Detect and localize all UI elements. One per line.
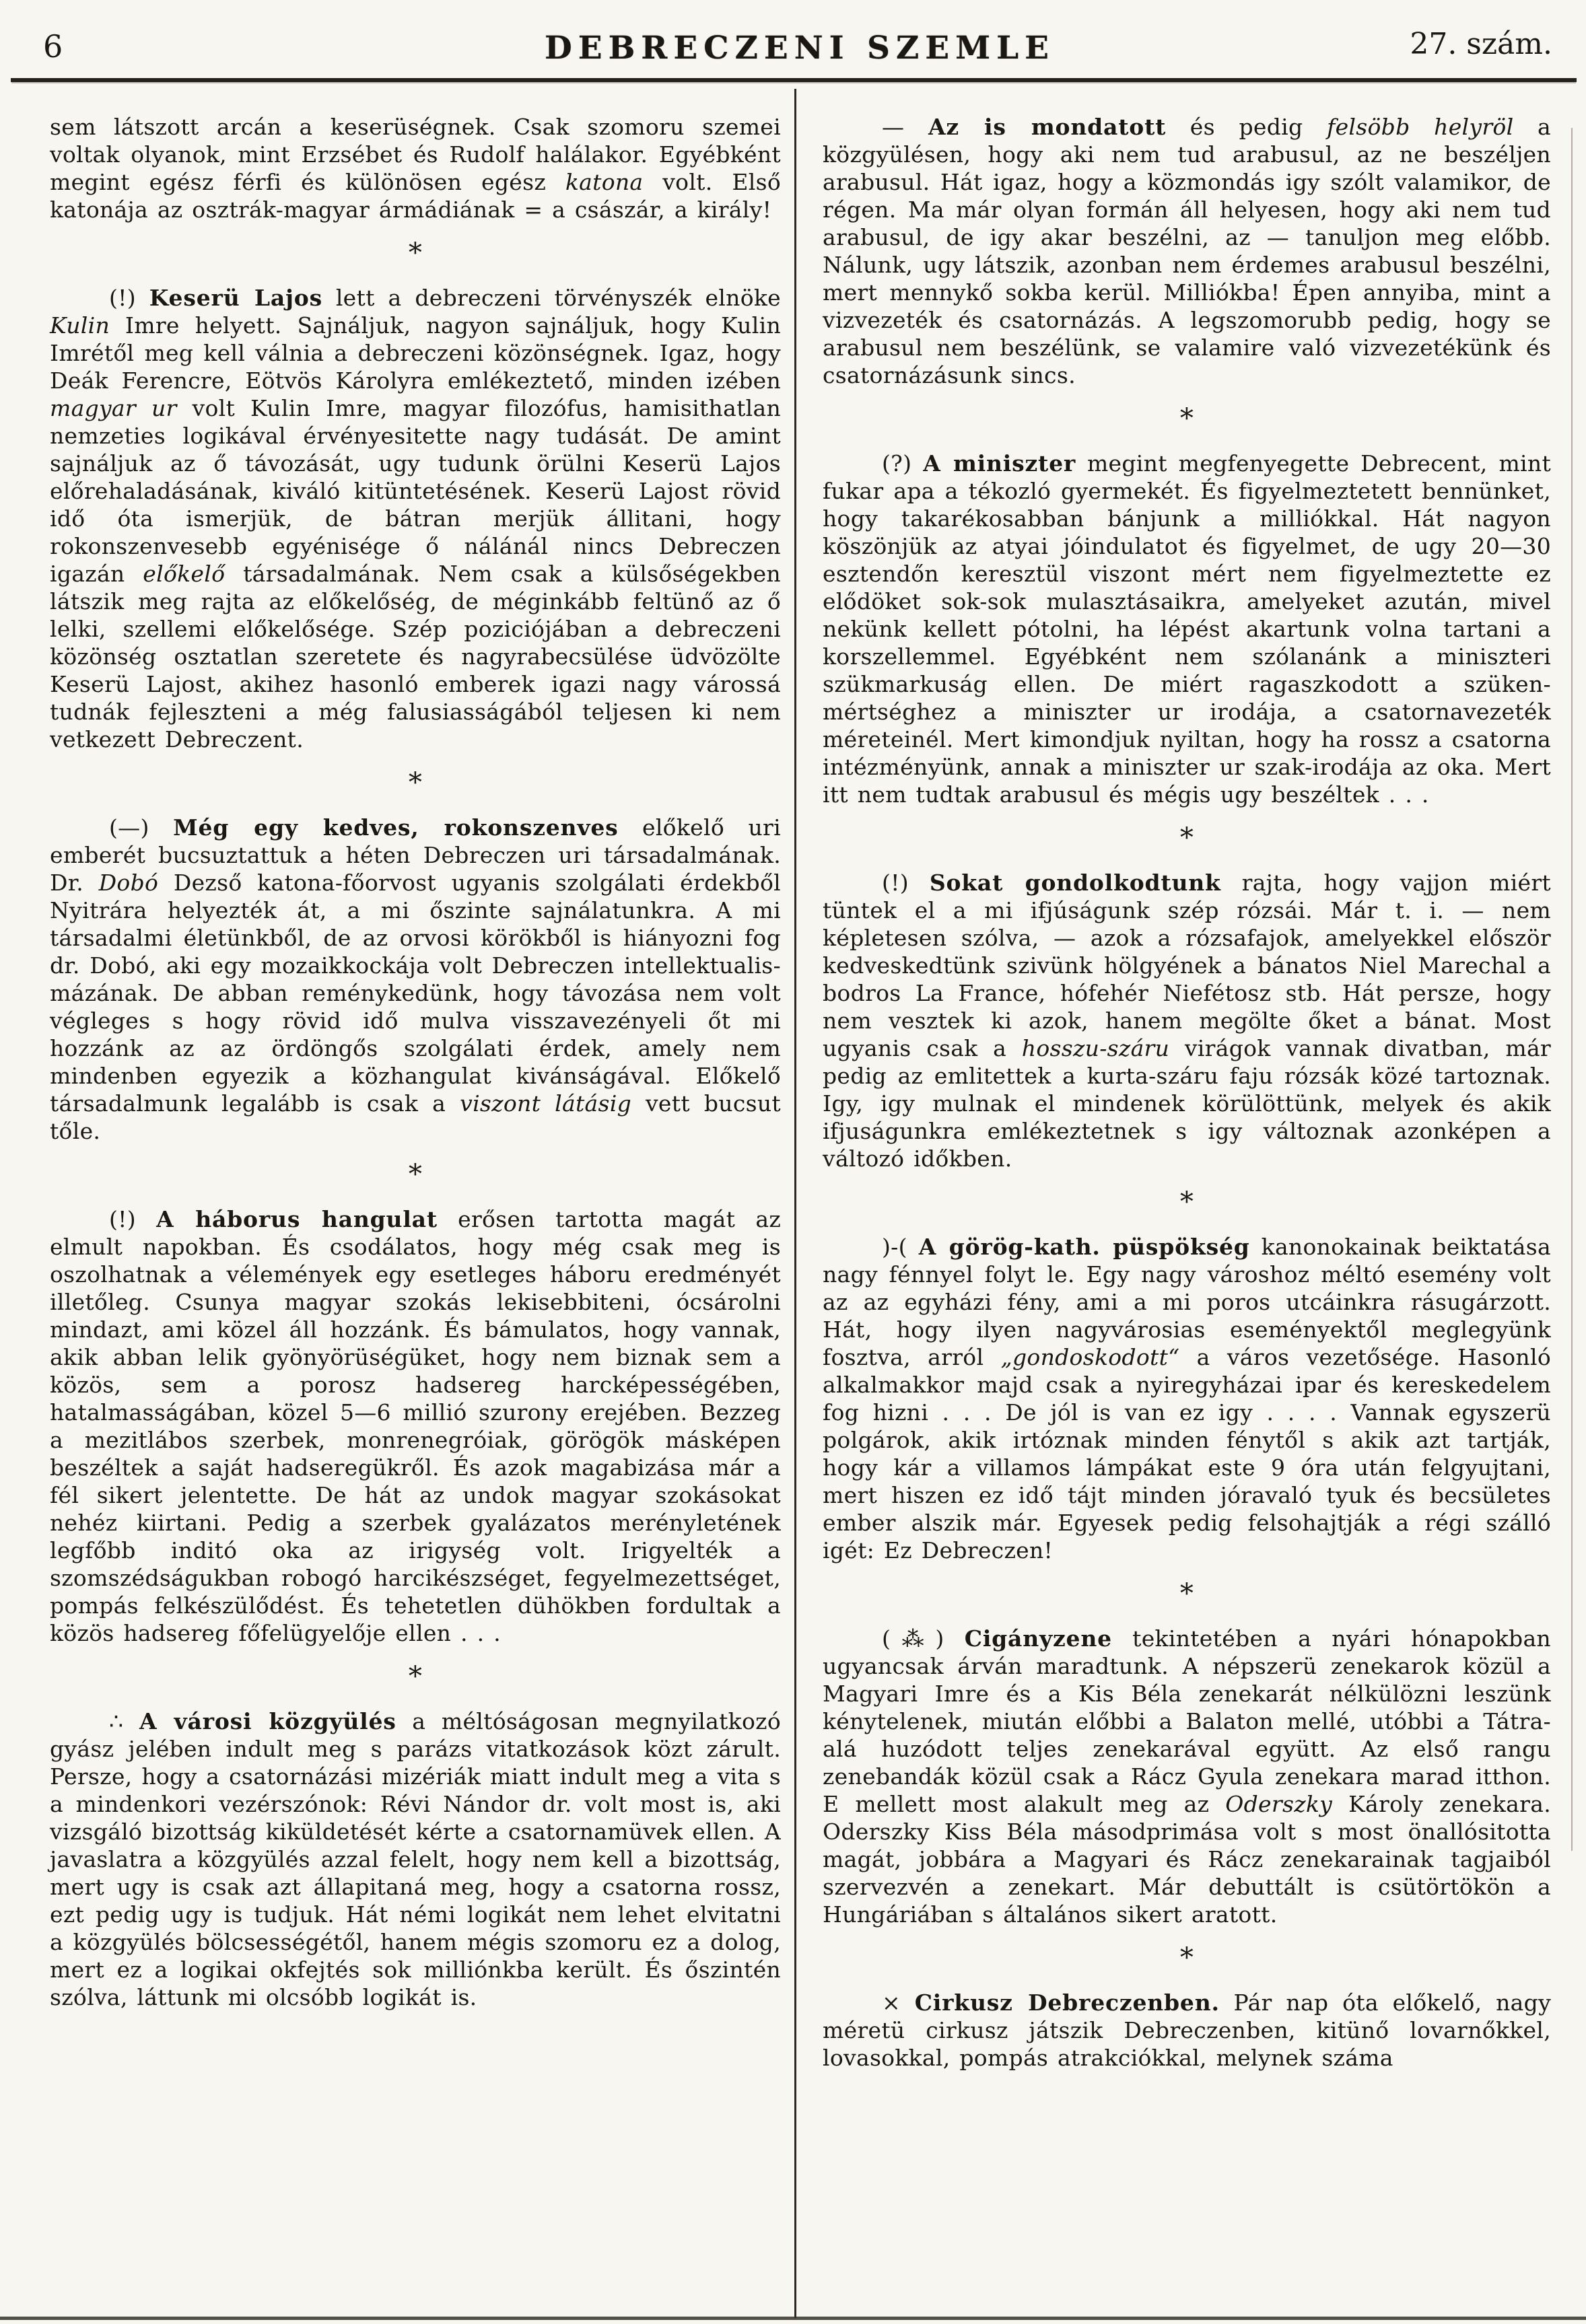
text-run: tekintetében a nyári hónapokban ugyancsak árván maradtunk. A népszerü zenekarok közül a Magyari Imre és a Kis Béla zenekarát nélkülözni leszünk kénytelenek, miután előbbi a Balaton mellé, utóbbi a Tátra-alá huzódott teljes zenekarával együtt. Az első rangu zenebandák közül csak a Rácz Gyula zenekara marad itthon. E mellett most alakult meg az: [823, 1625, 1551, 1817]
paragraph-lead: Az is mondatott: [928, 114, 1167, 140]
section-separator-asterisk: *: [1179, 1187, 1194, 1218]
text-run: )-(: [882, 1234, 919, 1260]
section-separator-asterisk: *: [408, 1159, 423, 1190]
section-separator-asterisk: *: [408, 238, 423, 269]
italic-run: Dobó: [98, 870, 159, 896]
article-paragraph: [823, 1625, 1551, 1928]
text-run: Pár nap óta előkelő, nagy méretü cirkusz játszik Debreczenben, kitünő lovarnőkkel, lovasokkal, pompás atrakciókkal, melynek száma: [823, 1990, 1552, 2071]
article-paragraph: [823, 1989, 1551, 2072]
right-column: [823, 113, 1551, 2072]
paragraph-lead: A háborus hangulat: [156, 1206, 438, 1232]
text-run: társadalmának. Nem csak a külsőségekben látszik meg rajta az előkelőség, de méginkább feltünő az ő lelki, szellemi előkelősége. Szép poziciójában a debreczeni közönség osztatlan szeretete és nagyrabecsülése üdvözölte Keserü Lajost, akihez hasonló emberek igazi nagy várossá tudnák fejleszteni a még falusiasságából teljesen ki nem vetkezett Debreczent.: [50, 561, 781, 752]
text-run: előkelő uri emberét bucsuztattuk a héten Debreczen uri társadalmának. Dr.: [50, 814, 781, 896]
paragraph-lead: A görög-kath. püspökség: [918, 1234, 1250, 1260]
text-run: (!): [109, 285, 149, 311]
header-rule: [11, 78, 1577, 82]
column-divider-rule: [794, 89, 796, 2318]
page-number: 6: [43, 28, 63, 65]
article-paragraph: [50, 113, 781, 223]
italic-run: Oderszky: [1225, 1791, 1333, 1817]
left-column: [50, 113, 781, 2011]
paragraph-lead: Cirkusz Debreczenben.: [914, 1990, 1220, 2016]
paragraph-lead: A miniszter: [923, 450, 1076, 477]
article-paragraph: [823, 113, 1551, 389]
section-separator-asterisk: *: [408, 1661, 423, 1692]
text-run: erősen tartotta magát az elmult napokban. És csodálatos, hogy még csak meg is oszolhatnak a vélemények egy esetleges háboru eredményét illetőleg. Csunya magyar szokás lekisebbiteni, ócsárolni mindazt, ami közel áll hozzánk. És bámulatos, hogy vannak, akik abban lelik gyönyörüségüket, hogy nem biznak sem a közös, sem a porosz hadsereg harcképességében, hatalmasságában, közel 5—6 millió szurony erejében. Bezzeg a mezitlábos szerbek, monrenegróiak, görögök másképen beszéltek a saját hadseregükről. És azok magabizása már a fél sikert jelentette. De hát az undok magyar szokásokat nehéz kiirtani. Pedig a szerbek gyalázatos merényletének legfőbb inditó oka az irigység volt. Irigyelték a szomszédságukban robogó harcikészséget, fegyelmezettséget, pompás felkészülődést. És tehetetlen dühökben fordultak a közös hadsereg főfelügyelője ellen . . .: [50, 1206, 782, 1646]
text-run: a város vezetősége. Hasonló alkalmakkor majd csak a nyiregyházai ipar és kereskedelem fog hizni . . . De jól is van ez igy . . . . Vannak egyszerü polgárok, akik irtóznak minden fénytől s akik azt tartják, hogy kár a villamos lámpákat este 9 óra után felgyujtani, mert hiszen ez idő tájt minden jóravaló tyuk és becsületes ember alszik már. Egyesek pedig felsohajtják a régi szálló igét: Ez Debreczen!: [823, 1344, 1551, 1563]
section-separator-asterisk: *: [1179, 403, 1194, 434]
page-bottom-edge: [0, 2317, 1586, 2320]
text-run: sem látszott arcán a keserüségnek. Csak szomoru szemei voltak olyanok, mint Erzsébet és Rudolf halálakor. Egyébként megint egész férfi és különösen egész: [50, 114, 781, 195]
text-run: a méltóságosan megnyilatkozó gyász jelében indult meg s parázs vitatkozások közt zárult. Persze, hogy a csatornázási mizériák miatt indult meg a vita s a mindenkori vezérszónok: Révi Nándor dr. volt most is, aki vizsgáló bizottság kiküldetését kérte a csatornamüvek ellen. A javaslatra a közgyülés azzal felelt, hogy nem kell a bizottság, mert ugy is csak azt állapitaná meg, hogy a csatorna rossz, ezt pedig ugy is tudjuk. Hát némi logikát nem lehet elvitatni a közgyülés bölcsességétől, hanem mégis szomoru ez a dolog, mert ez a logikai okfejtés sok milliónkba került. És őszintén szólva, láttunk mi olcsóbb logikát is.: [50, 1708, 781, 2010]
text-run: virágok vannak divatban, már pedig az emlitettek a kurta-száru faju rózsák közé tartoznak. Igy, igy mulnak el mindenek körülöttünk, melyek és akik ifjuságunkra emlékeztetnek s igy változnak azonképen a változó időkben.: [823, 1035, 1551, 1172]
text-run: (!): [109, 1206, 157, 1232]
text-run: (!): [882, 870, 930, 896]
text-run: (⁂): [882, 1625, 965, 1652]
text-run: lett a debreczeni törvényszék elnöke: [322, 285, 782, 311]
text-run: kanonokainak beiktatása nagy fénnyel folyt le. Egy nagy városhoz méltó esemény volt az az egyházi fény, ami a mi poros utcáinkra rásugárzott. Hát, hogy ilyen nagyvárosias eseményektől meglegyünk fosztva, arról: [823, 1234, 1551, 1370]
text-run: rajta, hogy vajjon miért tüntek el a mi ifjúságunk szép rózsái. Már t. i. — nem képletesen szólva, — azok a rózsafajok, amelyekkel először kedveskedtünk szivünk hölgyének a bánatos Niel Marechal a bodros La France, hófehér Niefétosz stb. Hát persze, hogy nem vesztek ki azok, hanem megölte őket a bánat. Most ugyanis csak a: [823, 870, 1551, 1061]
italic-run: „gondoskodott“: [1000, 1344, 1180, 1370]
section-separator-asterisk: *: [408, 767, 423, 798]
article-paragraph: [50, 284, 781, 753]
text-run: a közgyülésen, hogy aki nem tud arabusul, az ne beszéljen arabusul. Hát igaz, hogy a közmondás igy szólt valamikor, de régen. Ma már olyan formán áll helyesen, hogy aki nem tud arabusul, de igy akar beszélni, az — tanuljon meg előbb. Nálunk, ugy látszik, azonban nem érdemes arabusul beszélni, mert mennykő sokba kerül. Milliókba! Épen annyiba, mint a vizvezeték és csatornázás. A legszomorubb pedig, hogy se arabusul nem beszélünk, se valamire való vizvezetékünk és csatornázásunk sincs.: [823, 114, 1552, 388]
text-run: volt. Első katonája az osztrák-magyar ármádiának = a császár, a király!: [50, 169, 782, 223]
text-run: Dezső katona-főorvost ugyanis szolgálati érdekből Nyitrára helyezték át, a mi őszinte sajnálatunkra. A mi társadalmi életünkből, de az orvosi körökből is hiányozni fog dr. Dobó, aki egy mozaikkockája volt Debreczen intellektualis-mázának. De abban reménykedünk, hogy távozása nem volt végleges s hogy rövid idő mulva visszavezényeli őt mi hozzánk az az ördöngős szolgálati érdek, amely nem mindenben egyezik a közhangulat kivánságával. Előkelő társadalmunk legalább is csak a: [50, 870, 781, 1117]
issue-number: 27. szám.: [1410, 27, 1552, 61]
text-run: (—): [109, 814, 174, 841]
paragraph-lead: Keserü Lajos: [149, 285, 322, 311]
scan-edge-artifact: [1571, 128, 1573, 1851]
article-paragraph: [823, 869, 1551, 1172]
text-run: volt Kulin Imre, magyar filozófus, hamisithatlan nemzeties logikával érvényesitette nagy tudását. De amint sajnáljuk az ő távozását, ugy tudunk örülni Keserü Lajos előrehaladásának, kiváló kitüntetésének. Keserü Lajost rövid idő óta ismerjük, de bátran merjük állitani, hogy rokonszenvesebb egyénisége ő nálánál nincs Debreczen igazán: [50, 395, 782, 587]
masthead: [43, 23, 1556, 81]
section-separator-asterisk: *: [1179, 1578, 1194, 1609]
italic-run: felsöbb helyröl: [1327, 114, 1514, 140]
article-paragraph: [50, 1205, 781, 1647]
text-run: megint megfenyegette Debrecent, mint fukar apa a tékozló gyermekét. És figyelmeztetett bennünket, hogy takarékosabban bánjunk a milliókkal. Hát nagyon köszönjük az atyai jóindulatot és figyelmet, de ugy 20—30 esztendőn keresztül viszont mért nem figyelmeztette ez elődöket sok-sok mulasztásaikra, amelyeket azután, mivel nekünk kellett pótolni, ha lépést akartunk volna tartani a korszellemmel. Egyébként nem szólanánk a miniszteri szükmarkuság ellen. De miért ragaszkodott a szüken-mértséghez a miniszter ur irodája, a csatornavezeték méreteinél. Mert kimondjuk nyiltan, hogy ha rossz a csatorna intézményünk, annak a miniszter ur szak-irodája az oka. Mert itt nem tudtak arabusul és mégis ugy beszéltek . . .: [823, 450, 1552, 808]
article-paragraph: [50, 1707, 781, 2011]
italic-run: Kulin: [50, 312, 110, 339]
article-paragraph: [823, 1233, 1551, 1564]
section-separator-asterisk: *: [1179, 822, 1194, 853]
italic-run: hosszu-száru: [1021, 1035, 1170, 1061]
paragraph-lead: A városi közgyülés: [139, 1708, 396, 1734]
italic-run: magyar ur: [50, 395, 177, 421]
article-paragraph: [823, 450, 1551, 808]
paragraph-lead: Sokat gondolkodtunk: [929, 870, 1221, 896]
text-run: ∴: [109, 1708, 139, 1734]
text-run: Imre helyett. Sajnáljuk, nagyon sajnáljuk, hogy Kulin Imrétől meg kell válnia a debreczeni közönségnek. Igaz, hogy Deák Ferencre, Eötvös Károlyra emlékeztető, minden izében: [50, 312, 781, 394]
text-run: —: [882, 114, 928, 140]
article-paragraph: [50, 814, 781, 1145]
section-separator-asterisk: *: [1179, 1942, 1194, 1973]
text-run: ×: [882, 1990, 915, 2016]
italic-run: előkelő: [143, 561, 226, 587]
italic-run: viszont látásig: [460, 1090, 631, 1117]
text-run: (?): [882, 450, 924, 477]
paragraph-lead: Még egy kedves, rokonszenves: [173, 814, 619, 841]
text-run: Károly zenekara. Oderszky Kiss Béla másodprimása volt s most önallósitotta magát, jobbára a Magyari és Rácz zenekarainak tagjaiból szervezvén a zenekart. Már debuttált is csütörtökön a Hungáriában s általános sikert aratott.: [823, 1791, 1551, 1928]
newspaper-title: DEBRECZENI SZEMLE: [544, 30, 1055, 67]
italic-run: katona: [565, 169, 644, 195]
paragraph-lead: Cigányzene: [964, 1625, 1112, 1652]
text-run: vett bucsut tőle.: [50, 1090, 781, 1144]
text-run: és pedig: [1166, 114, 1328, 140]
